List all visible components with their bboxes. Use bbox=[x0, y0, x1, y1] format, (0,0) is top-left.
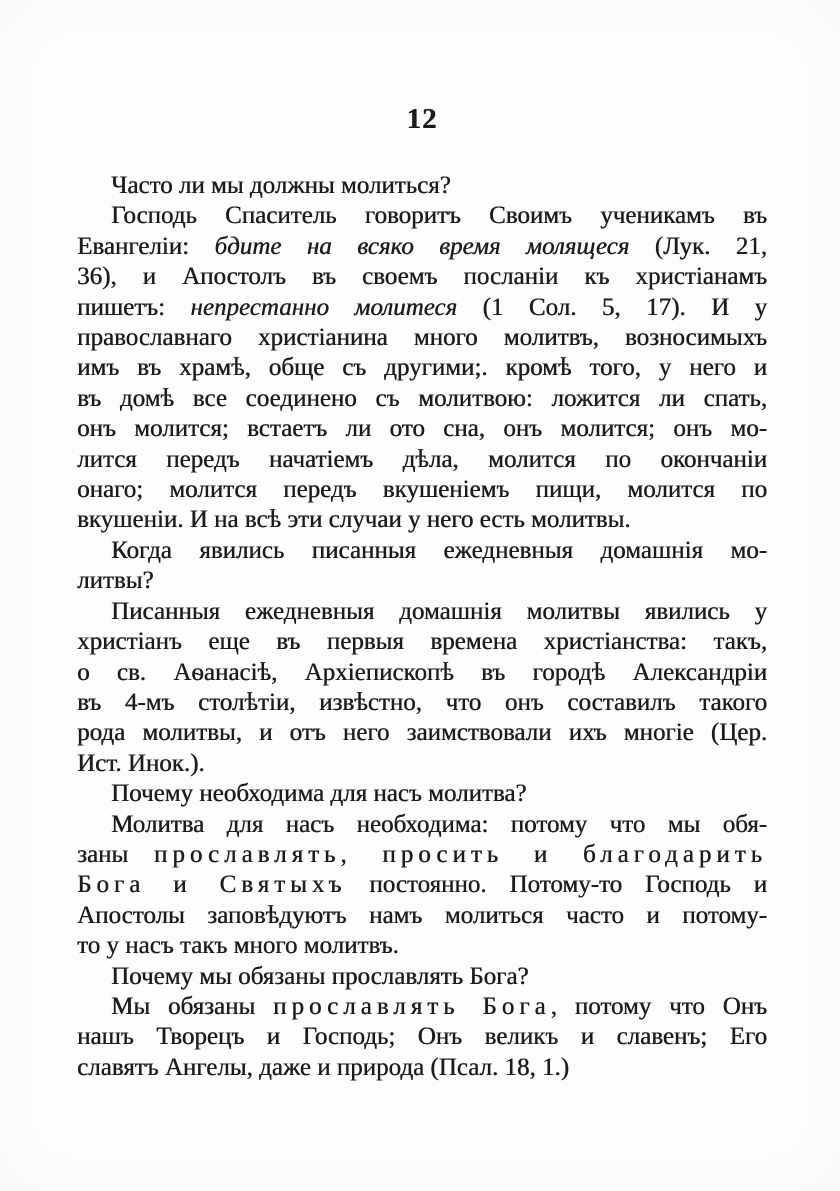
page-text-block bbox=[77, 171, 767, 1083]
question-text-line bbox=[77, 566, 767, 596]
text-segment-normal: Часто ли мы должны молиться? bbox=[111, 172, 451, 199]
text-segment-normal: Господь Спаситель говоритъ Своимъ ученикамъ въ bbox=[111, 202, 767, 230]
question-text-line bbox=[77, 779, 767, 809]
answer-text-line bbox=[77, 293, 767, 323]
answer-text-line bbox=[77, 658, 767, 688]
text-segment-normal: заны bbox=[77, 840, 154, 868]
text-segment-normal: 36), и Апостолъ въ своемъ посланіи къ христіанамъ bbox=[77, 263, 767, 291]
text-segment-spaced: прославлять, просить и благодарить bbox=[153, 840, 767, 868]
text-segment-italic: непрестанно молитеся bbox=[190, 293, 458, 321]
text-segment-normal: имъ въ храмѣ, обще съ другими;. кромѣ того, у него и bbox=[77, 354, 767, 382]
answer-text-line bbox=[77, 475, 767, 505]
text-segment-normal: постоянно. Потому-то Господь и bbox=[346, 871, 767, 899]
text-segment-normal: Когда явились писанныя ежедневныя домашнія мо- bbox=[111, 536, 767, 564]
answer-text-line bbox=[77, 627, 767, 657]
text-segment-normal: вкушеніи. И на всѣ эти случаи у него есть молитвы. bbox=[77, 506, 631, 534]
answer-text-line bbox=[77, 262, 767, 292]
text-segment-normal: (1 Сол. 5, 17). И у bbox=[457, 293, 768, 321]
answer-text-line bbox=[77, 353, 767, 383]
answer-text-line bbox=[77, 232, 767, 262]
answer-text-line bbox=[77, 688, 767, 718]
answer-text-line bbox=[77, 445, 767, 475]
answer-text-line bbox=[77, 901, 767, 931]
answer-text-line bbox=[77, 323, 767, 353]
text-segment-normal: то у насъ такъ много молитвъ. bbox=[77, 932, 399, 960]
answer-text-line bbox=[77, 1053, 767, 1083]
text-segment-normal: Почему мы обязаны прославлять Бога? bbox=[111, 962, 529, 990]
question-text-line bbox=[77, 962, 767, 992]
answer-text-line bbox=[77, 870, 767, 900]
text-segment-normal: онаго; молится передъ вкушеніемъ пищи, молится по bbox=[77, 476, 767, 504]
text-segment-normal: онъ молится; встаетъ ли ото сна, онъ молится; онъ мо- bbox=[77, 415, 767, 443]
answer-text-line bbox=[77, 1022, 767, 1052]
page-number: 12 bbox=[406, 103, 438, 135]
text-segment-normal: Почему необходима для насъ молитва? bbox=[111, 780, 527, 808]
text-segment-normal: славятъ Ангелы, даже и природа (Псал. 18, 1.) bbox=[77, 1053, 569, 1081]
text-segment-normal: нашъ Творецъ и Господь; Онъ великъ и славенъ; Его bbox=[77, 1023, 767, 1051]
text-segment-normal: Евангеліи: bbox=[77, 232, 215, 260]
answer-text-line bbox=[77, 992, 767, 1022]
question-text-line bbox=[77, 171, 767, 201]
text-segment-spaced: Бога и Святыхъ bbox=[77, 871, 347, 899]
text-segment-normal: лится передъ начатіемъ дѣла, молится по окончаніи bbox=[77, 445, 767, 473]
text-segment-normal: (Лук. 21, bbox=[629, 232, 767, 260]
text-segment-normal: Писанныя ежедневныя домашнія молитвы явились у bbox=[111, 597, 767, 625]
text-segment-normal: Апостолы заповѣдуютъ намъ молиться часто и потому- bbox=[77, 901, 767, 929]
answer-text-line bbox=[77, 384, 767, 414]
text-segment-normal: христіанъ еще въ первыя времена христіанства: такъ, bbox=[77, 628, 767, 656]
answer-text-line bbox=[77, 810, 767, 840]
text-segment-normal: Мы обязаны bbox=[111, 992, 274, 1020]
text-segment-normal: въ домѣ все соединено съ молитвою: ложится ли спать, bbox=[77, 384, 767, 412]
text-segment-normal: Молитва для насъ необходима: потому что мы обя- bbox=[111, 810, 767, 838]
question-text-line bbox=[77, 536, 767, 566]
answer-text-line bbox=[77, 597, 767, 627]
text-segment-normal: православнаго христіанина много молитвъ, возносимыхъ bbox=[77, 324, 767, 352]
answer-text-line bbox=[77, 414, 767, 444]
text-segment-normal: Ист. Инок.). bbox=[77, 749, 205, 777]
answer-text-line bbox=[77, 505, 767, 535]
text-segment-normal: , потому что Онъ bbox=[550, 992, 767, 1020]
answer-text-line bbox=[77, 201, 767, 231]
answer-text-line bbox=[77, 718, 767, 748]
answer-text-line bbox=[77, 931, 767, 961]
text-segment-normal: пишетъ: bbox=[77, 293, 191, 321]
text-segment-normal: о св. Аѳанасіѣ, Архіепископѣ въ городѣ Александріи bbox=[77, 658, 767, 686]
answer-text-line bbox=[77, 840, 767, 870]
text-segment-normal: рода молитвы, и отъ него заимствовали ихъ многіе (Цер. bbox=[77, 719, 767, 747]
text-segment-normal: въ 4-мъ столѣтіи, извѣстно, что онъ составилъ такого bbox=[77, 688, 767, 716]
text-segment-spaced: прославлять Бога bbox=[273, 992, 551, 1020]
text-segment-italic: бдите на всяко время молящеся bbox=[214, 232, 630, 260]
text-segment-normal: литвы? bbox=[77, 567, 154, 595]
answer-text-line bbox=[77, 749, 767, 779]
